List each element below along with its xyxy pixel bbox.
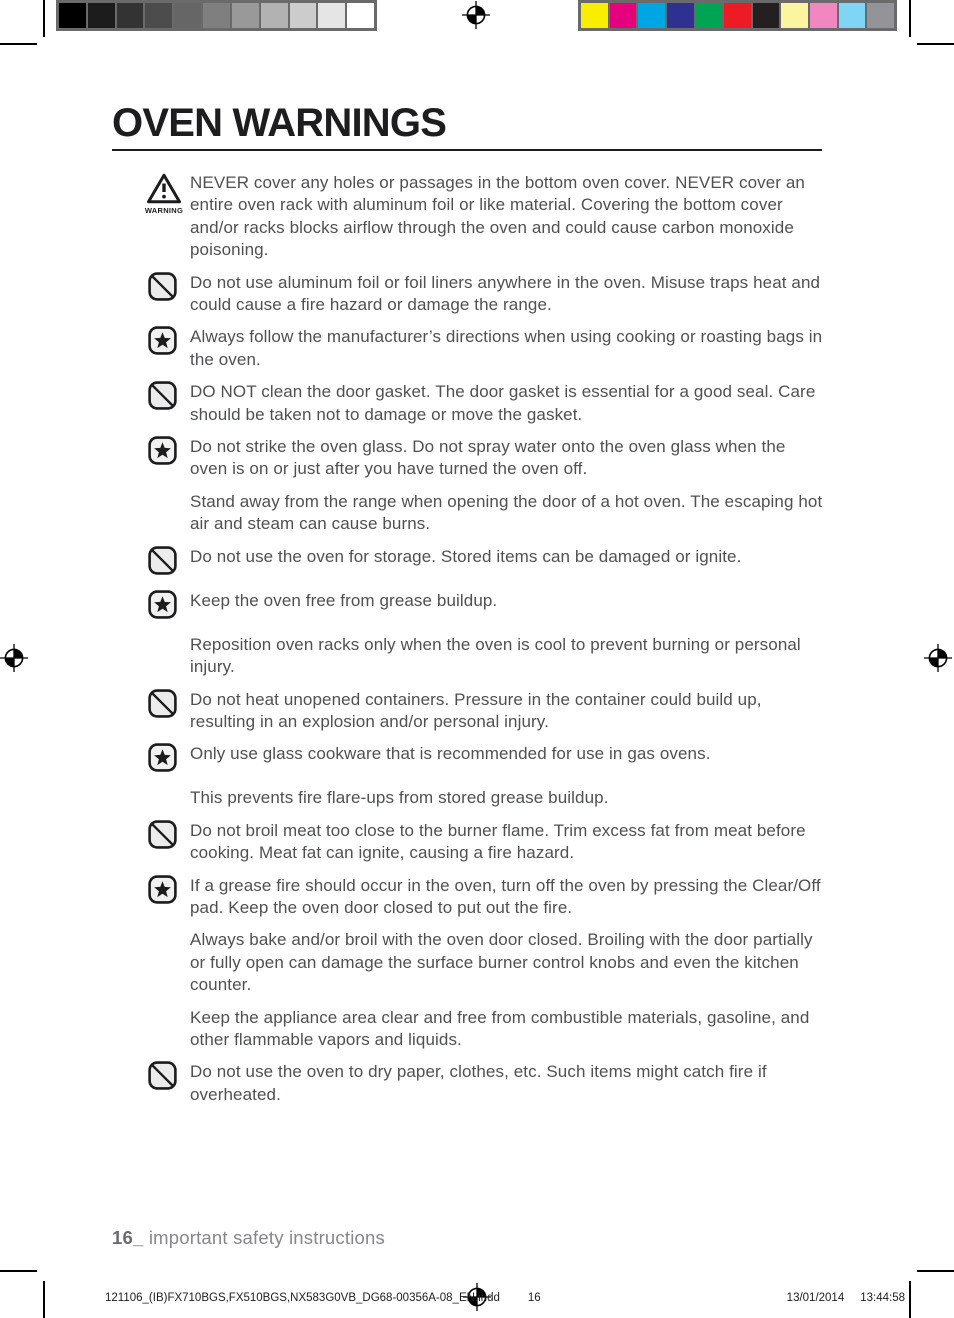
- crop-mark: [0, 43, 37, 45]
- safety-instruction-text: Do not use the oven to dry paper, clothes, etc. Such items might catch fire if overheated.: [190, 1062, 767, 1104]
- item-icon-cell: [148, 381, 190, 415]
- safety-instruction-text: Only use glass cookware that is recommended for use in gas ovens.: [190, 744, 711, 764]
- slug-filename-line: [105, 1292, 541, 1304]
- safety-instruction-text: Do not broil meat too close to the burner flame. Trim excess fat from meat before cooking. Meat fat can ignite, causing a fire hazard.: [190, 820, 806, 863]
- grayscale-swatch: [88, 3, 115, 28]
- registration-mark-icon: [0, 644, 28, 672]
- section-name: important safety instructions: [148, 1227, 385, 1248]
- prohibition-icon: [148, 1061, 177, 1090]
- warning-triangle-icon: [145, 172, 183, 205]
- grayscale-swatch: [203, 3, 230, 28]
- warnings-list: [144, 172, 824, 1106]
- item-icon-cell: [148, 590, 190, 624]
- safety-instruction-item: [144, 172, 824, 262]
- crop-mark: [0, 1270, 37, 1272]
- prohibition-icon: [148, 272, 177, 301]
- star-icon: [148, 436, 177, 465]
- safety-instruction-item: [148, 272, 824, 317]
- slug-datetime: [787, 1292, 905, 1304]
- grayscale-swatch: [232, 3, 259, 28]
- safety-instruction-text: Reposition oven racks only when the oven is cool to prevent burning or personal injury.: [190, 634, 801, 677]
- slug-time: 13:44:58: [860, 1292, 905, 1304]
- safety-instruction-item: [148, 436, 824, 481]
- item-icon-cell: [148, 272, 190, 306]
- item-icon-cell: [148, 1061, 190, 1095]
- safety-instruction-item: [148, 689, 824, 734]
- grayscale-swatch: [347, 3, 374, 28]
- safety-instruction-item: [148, 1061, 824, 1106]
- prohibition-icon: [148, 689, 177, 718]
- crop-mark: [909, 1281, 911, 1318]
- safety-instruction-text: NEVER cover any holes or passages in the bottom oven cover. NEVER cover an entire oven rack with aluminum foil or like material. Covering the bottom cover and/or racks blocks airflow through the oven and could cause carbon monoxide poisoning.: [190, 173, 805, 260]
- grayscale-swatch: [261, 3, 288, 28]
- page-title: OVEN WARNINGS: [112, 101, 447, 145]
- grayscale-swatch: [145, 3, 172, 28]
- grayscale-swatch: [290, 3, 317, 28]
- color-swatch: [638, 3, 665, 28]
- crop-mark: [917, 43, 954, 45]
- prohibition-icon: [148, 546, 177, 575]
- color-swatch: [667, 3, 694, 28]
- star-icon: [148, 743, 177, 772]
- color-swatch: [867, 3, 894, 28]
- color-swatch: [753, 3, 780, 28]
- star-icon: [148, 590, 177, 619]
- star-icon: [148, 875, 177, 904]
- grayscale-swatch: [59, 3, 86, 28]
- safety-instruction-item: [148, 1007, 824, 1052]
- color-swatch: [810, 3, 837, 28]
- grayscale-swatch: [117, 3, 144, 28]
- item-icon-cell: [144, 172, 190, 215]
- safety-instruction-item: [148, 546, 824, 580]
- safety-instruction-text: Stand away from the range when opening the door of a hot oven. The escaping hot air and steam can cause burns.: [190, 491, 823, 534]
- safety-instruction-item: [148, 491, 824, 536]
- safety-instruction-item: [148, 820, 824, 865]
- registration-mark-icon: [924, 644, 952, 672]
- slug-page-number: 16: [527, 1292, 541, 1304]
- color-swatch: [724, 3, 751, 28]
- warning-caption: WARNING: [144, 206, 184, 215]
- prohibition-icon: [148, 381, 177, 410]
- item-icon-cell: [148, 743, 190, 777]
- slug-filename: 121106_(IB)FX710BGS,FX510BGS,NX583G0VB_DG68-00356A-08_EN.indd: [105, 1292, 500, 1304]
- warning-icon-block: [140, 172, 188, 215]
- safety-instruction-item: [148, 634, 824, 679]
- safety-instruction-text: Always bake and/or broil with the oven door closed. Broiling with the door partially or fully open can damage the surface burner control knobs and even the kitchen counter.: [190, 930, 813, 995]
- crop-mark: [909, 0, 911, 37]
- color-swatch: [781, 3, 808, 28]
- section-title-block: [112, 102, 822, 151]
- item-icon-cell: [148, 875, 190, 909]
- page-number: 16_: [112, 1227, 144, 1248]
- safety-instruction-text: Keep the oven free from grease buildup.: [190, 590, 498, 610]
- item-icon-cell: [148, 820, 190, 854]
- safety-instruction-text: Do not strike the oven glass. Do not spray water onto the oven glass when the oven is on or just after you have turned the oven off.: [190, 437, 786, 479]
- grayscale-swatch: [318, 3, 345, 28]
- slug-date: 13/01/2014: [786, 1292, 845, 1304]
- item-icon-cell: [148, 326, 190, 360]
- color-calibration-bar: [578, 0, 897, 31]
- color-swatch: [696, 3, 723, 28]
- safety-instruction-text: If a grease fire should occur in the oven, turn off the oven by pressing the Clear/Off pad. Keep the oven door closed to put out the fire.: [190, 875, 821, 917]
- color-swatch: [610, 3, 637, 28]
- color-swatch: [581, 3, 608, 28]
- item-icon-cell: [148, 436, 190, 470]
- registration-mark-icon: [462, 1, 490, 29]
- safety-instruction-text: Do not use the oven for storage. Stored items can be damaged or ignite.: [190, 546, 742, 566]
- safety-instruction-text: Do not use aluminum foil or foil liners anywhere in the oven. Misuse traps heat and could cause a fire hazard or damage the range.: [190, 272, 821, 315]
- safety-instruction-item: [148, 326, 824, 371]
- crop-mark: [43, 0, 45, 37]
- safety-instruction-text: Do not heat unopened containers. Pressure in the container could build up, resulting in an explosion and/or personal injury.: [190, 689, 762, 731]
- safety-instruction-item: [148, 743, 824, 777]
- prohibition-icon: [148, 820, 177, 849]
- crop-mark: [43, 1281, 45, 1318]
- safety-instruction-item: [148, 875, 824, 920]
- safety-instruction-text: Always follow the manufacturer’s directions when using cooking or roasting bags in the oven.: [190, 327, 823, 369]
- grayscale-swatch: [174, 3, 201, 28]
- page-footer: [112, 1227, 385, 1249]
- star-icon: [148, 326, 177, 355]
- color-swatch: [839, 3, 866, 28]
- item-icon-cell: [148, 546, 190, 580]
- safety-instruction-text: This prevents fire flare-ups from stored grease buildup.: [190, 788, 609, 808]
- safety-instruction-text: DO NOT clean the door gasket. The door gasket is essential for a good seal. Care should be taken not to damage or move the gasket.: [190, 382, 816, 424]
- crop-mark: [917, 1270, 954, 1272]
- grayscale-calibration-bar: [56, 0, 377, 31]
- safety-instruction-item: [148, 929, 824, 996]
- safety-instruction-item: [148, 787, 824, 809]
- safety-instruction-text: Keep the appliance area clear and free from combustible materials, gasoline, and other flammable vapors and liquids.: [190, 1007, 810, 1049]
- safety-instruction-item: [148, 381, 824, 426]
- item-icon-cell: [148, 689, 190, 723]
- safety-instruction-item: [148, 590, 824, 624]
